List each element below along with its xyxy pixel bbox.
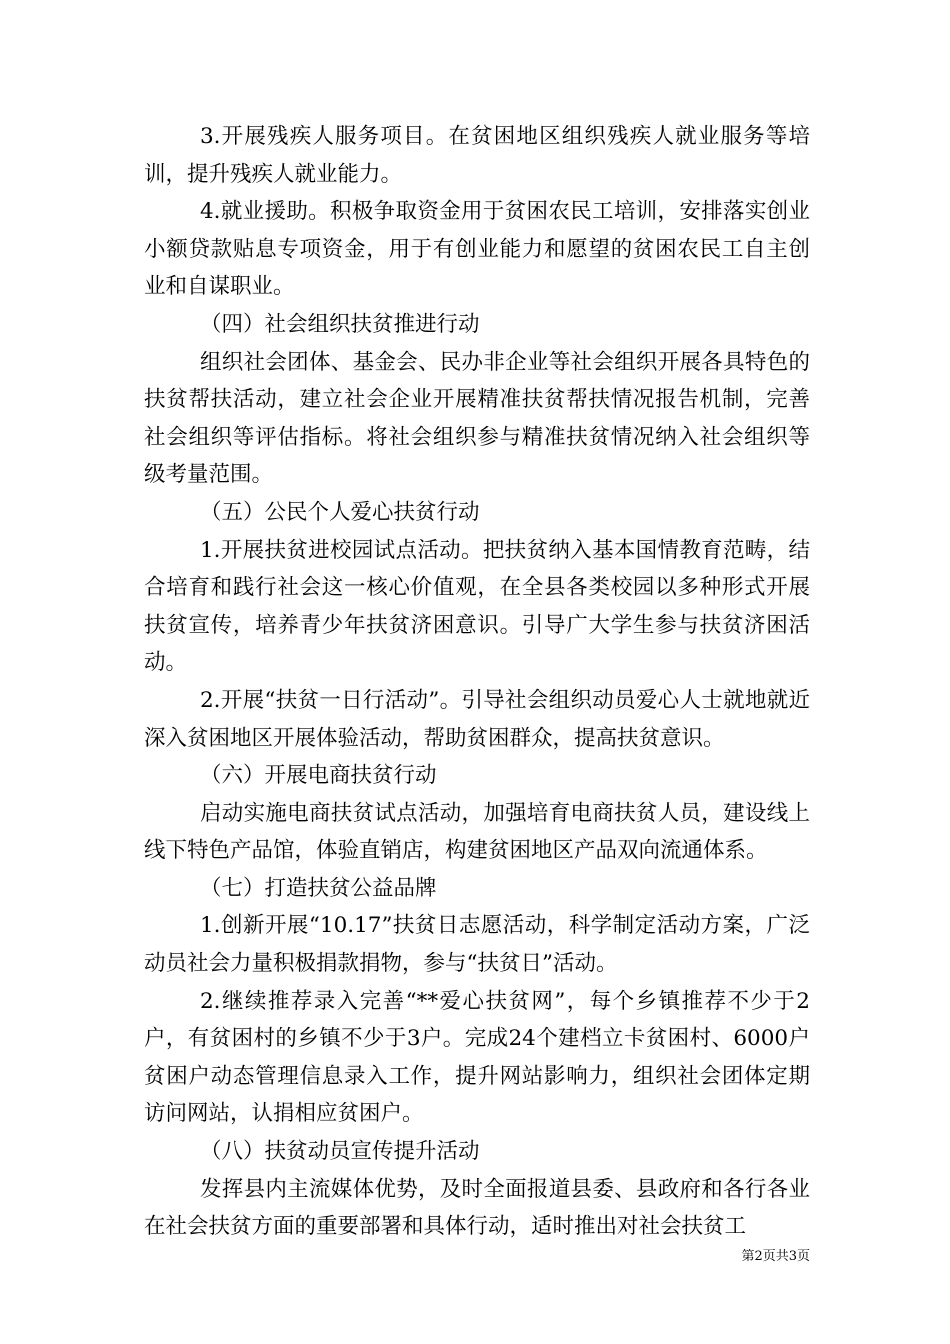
paragraph-section-5-item-2: 2.开展“扶贫一日行活动”。引导社会组织动员爱心人士就地就近深入贫困地区开展体验活动，帮助贫困群众，提高扶贫意识。	[144, 687, 810, 751]
section-heading-5: （五）公民个人爱心扶贫行动	[200, 499, 480, 525]
paragraph-item-4: 4.就业援助。积极争取资金用于贫困农民工培训，安排落实创业小额贷款贴息专项资金，用于有创业能力和愿望的贫困农民工自主创业和自谋职业。	[144, 199, 810, 300]
section-heading-4: （四）社会组织扶贫推进行动	[200, 311, 480, 337]
paragraph-section-5-item-1: 1.开展扶贫进校园试点活动。把扶贫纳入基本国情教育范畴，结合培育和践行社会这一核心价值观，在全县各类校园以多种形式开展扶贫宣传，培养青少年扶贫济困意识。引导广大学生参与扶贫济困活动。	[144, 537, 810, 676]
section-heading-6: （六）开展电商扶贫行动	[200, 763, 437, 789]
paragraph-section-8: 发挥县内主流媒体优势，及时全面报道县委、县政府和各行各业在社会扶贫方面的重要部署和具体行动，适时推出对社会扶贫工	[144, 1176, 810, 1240]
page-number-footer: 第2页共3页	[741, 1249, 810, 1264]
paragraph-section-7-item-2: 2.继续推荐录入完善“**爱心扶贫网”，每个乡镇推荐不少于2户，有贫困村的乡镇不少于3户。完成24个建档立卡贫困村、6000户贫困户动态管理信息录入工作，提升网站影响力，组织社会团体定期访问网站，认捐相应贫困户。	[144, 988, 810, 1127]
paragraph-item-3: 3.开展残疾人服务项目。在贫困地区组织残疾人就业服务等培训，提升残疾人就业能力。	[144, 124, 810, 187]
paragraph-section-4: 组织社会团体、基金会、民办非企业等社会组织开展各具特色的扶贫帮扶活动，建立社会企业开展精准扶贫帮扶情况报告机制，完善社会组织等评估指标。将社会组织参与精准扶贫情况纳入社会组织等级考量范围。	[144, 349, 810, 488]
paragraph-section-6: 启动实施电商扶贫试点活动，加强培育电商扶贫人员，建设线上线下特色产品馆，体验直销店，构建贫困地区产品双向流通体系。	[144, 800, 810, 864]
document-body	[144, 118, 810, 1246]
section-heading-8: （八）扶贫动员宣传提升活动	[200, 1139, 480, 1165]
paragraph-section-7-item-1: 1.创新开展“10.17”扶贫日志愿活动，科学制定活动方案，广泛动员社会力量积极捐款捐物，参与“扶贫日”活动。	[144, 913, 810, 977]
section-heading-7: （七）打造扶贫公益品牌	[200, 875, 437, 901]
